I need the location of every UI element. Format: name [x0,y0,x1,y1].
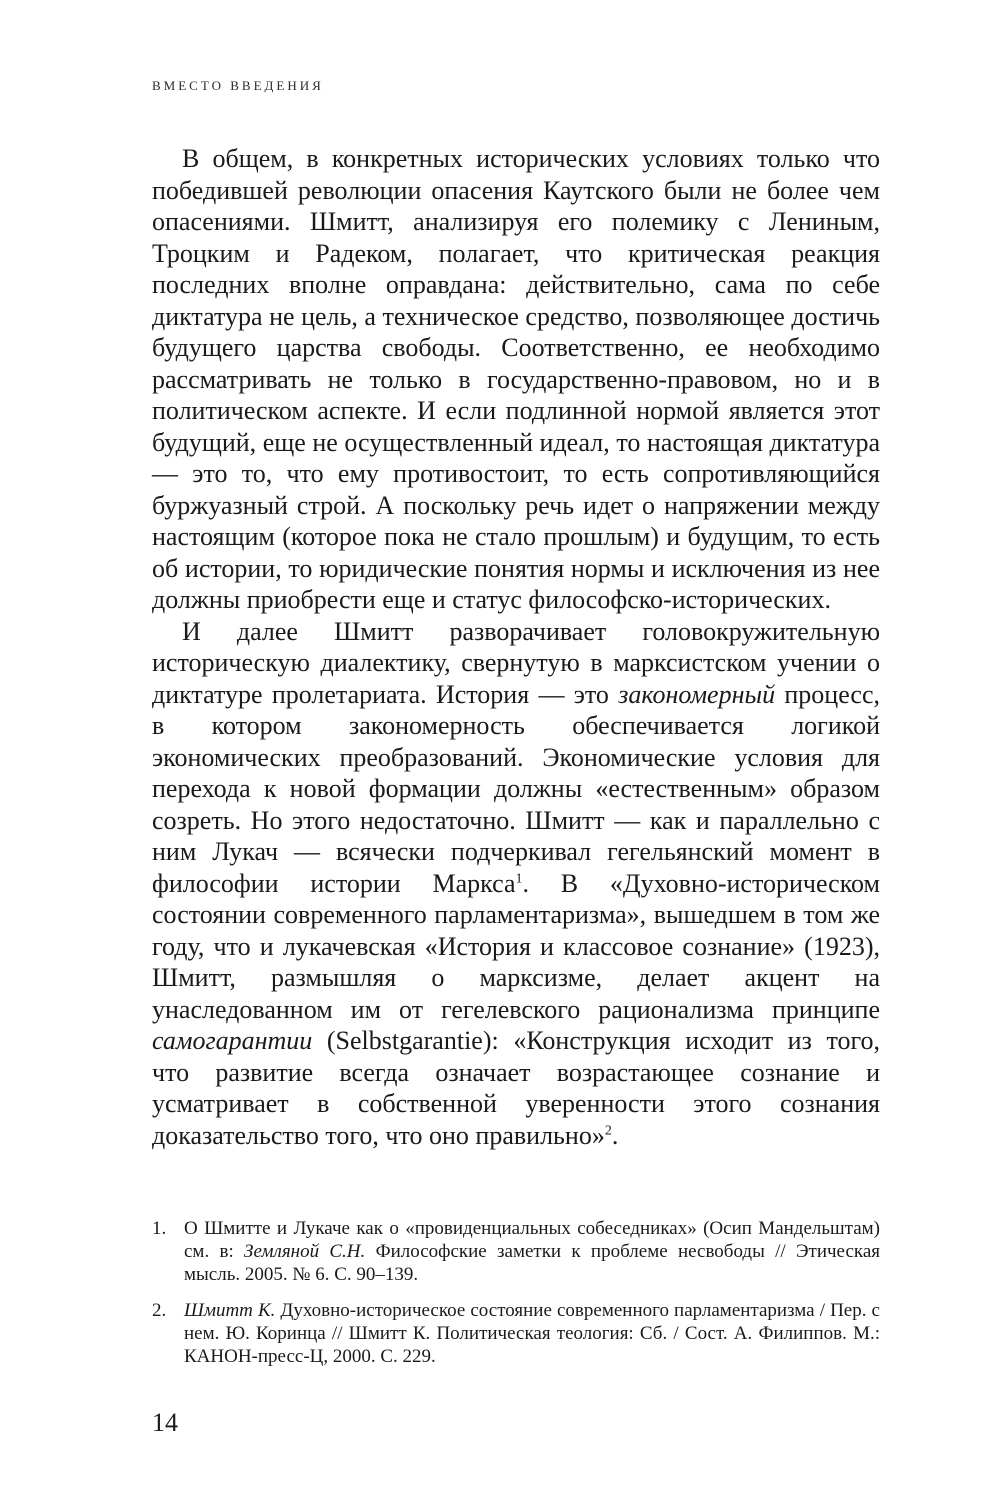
text-segment: процесс, в котором закономерность обеспечивается логикой экономических преобразований. Экономические условия для перехода к новой формации должны «естественным» образом созреть. Но этого недостаточно. Шмитт — как и параллельно с ним Лукач — всячески подчеркивал гегельянский момент в философии истории Маркса [152,679,880,898]
footnote-number: 2. [152,1300,167,1321]
text-segment: И далее Шмитт разворачивает головокружительную историческую диалектику, свернутую в марксистском учении о диктатуре пролетариата. История — это [152,616,880,709]
text-segment: . [611,1120,619,1150]
footnote-1 [152,1217,880,1286]
footnote-number: 1. [152,1218,167,1239]
footnotes [152,1217,880,1381]
text-segment: . В «Духовно-историческом состоянии современного парламентаризма», вышедшем в том же году, что и лукачевская «История и классовое сознание» (1923), Шмитт, размышляя о марксизме, делает акцент на унаследованном им от гегелевского рационализма принципе [152,868,880,1024]
paragraph-2 [152,616,880,1152]
page-number: 14 [152,1408,178,1437]
italic-term: закономерный [618,679,776,709]
italic-term: самогарантии [152,1026,313,1055]
footnote-ref-1[interactable]: 1 [515,870,523,886]
text-segment: (Selbstgarantie): «Конструкция исходит из того, что развитие всегда означает возрастающее сознание и усматривает в собственной уверенности этого сознания доказательство того, что оно правильно» [152,1026,880,1150]
main-text [152,143,880,1151]
author-name: Земляной С.Н. [244,1241,366,1262]
text-segment: Философские заметки к проблеме несвободы // Этическая мысль. 2005. № 6. С. 90–139. [184,1241,881,1285]
author-name: Шмитт К. [184,1300,276,1321]
paragraph-1: В общем, в конкретных исторических условиях только что победившей революции опасения Каутского были не более чем опасениями. Шмитт, анализируя его полемику с Лениным, Троцким и Радеком, полагает, что критическая реакция последних вполне оправдана: действительно, сама по себе диктатура не цель, а техническое средство, позволяющее достичь будущего царства свободы. Соответственно, ее необходимо рассматривать не только в государственно-правовом, но и в политическом аспекте. И если подлинной нормой является этот будущий, еще не осуществленный идеал, то настоящая диктатура — это то, что ему противостоит, то есть сопротивляющийся буржуазный строй. А поскольку речь идет о напряжении между настоящим (которое пока не стало прошлым) и будущим, то есть об истории, то юридические понятия нормы и исключения из нее должны приобрести еще и статус философско-исторических. [152,144,880,614]
footnote-2 [152,1299,880,1368]
footnote-ref-2[interactable]: 2 [604,1122,612,1138]
footnote-text [184,1299,880,1368]
running-head: ВМЕСТО ВВЕДЕНИЯ [152,78,324,93]
text-segment: О Шмитте и Лукаче как о «провиденциальных собеседниках» (Осип Мандельштам) см. в: [184,1218,880,1262]
text-segment: Духовно-историческое состояние современного парламентаризма / Пер. с нем. Ю. Коринца // Шмитт К. Политическая теология: Сб. / Сост. А. Филиппов. М.: КАНОН-пресс-Ц, 2000. С. 229. [184,1300,880,1367]
footnote-text [184,1217,880,1286]
